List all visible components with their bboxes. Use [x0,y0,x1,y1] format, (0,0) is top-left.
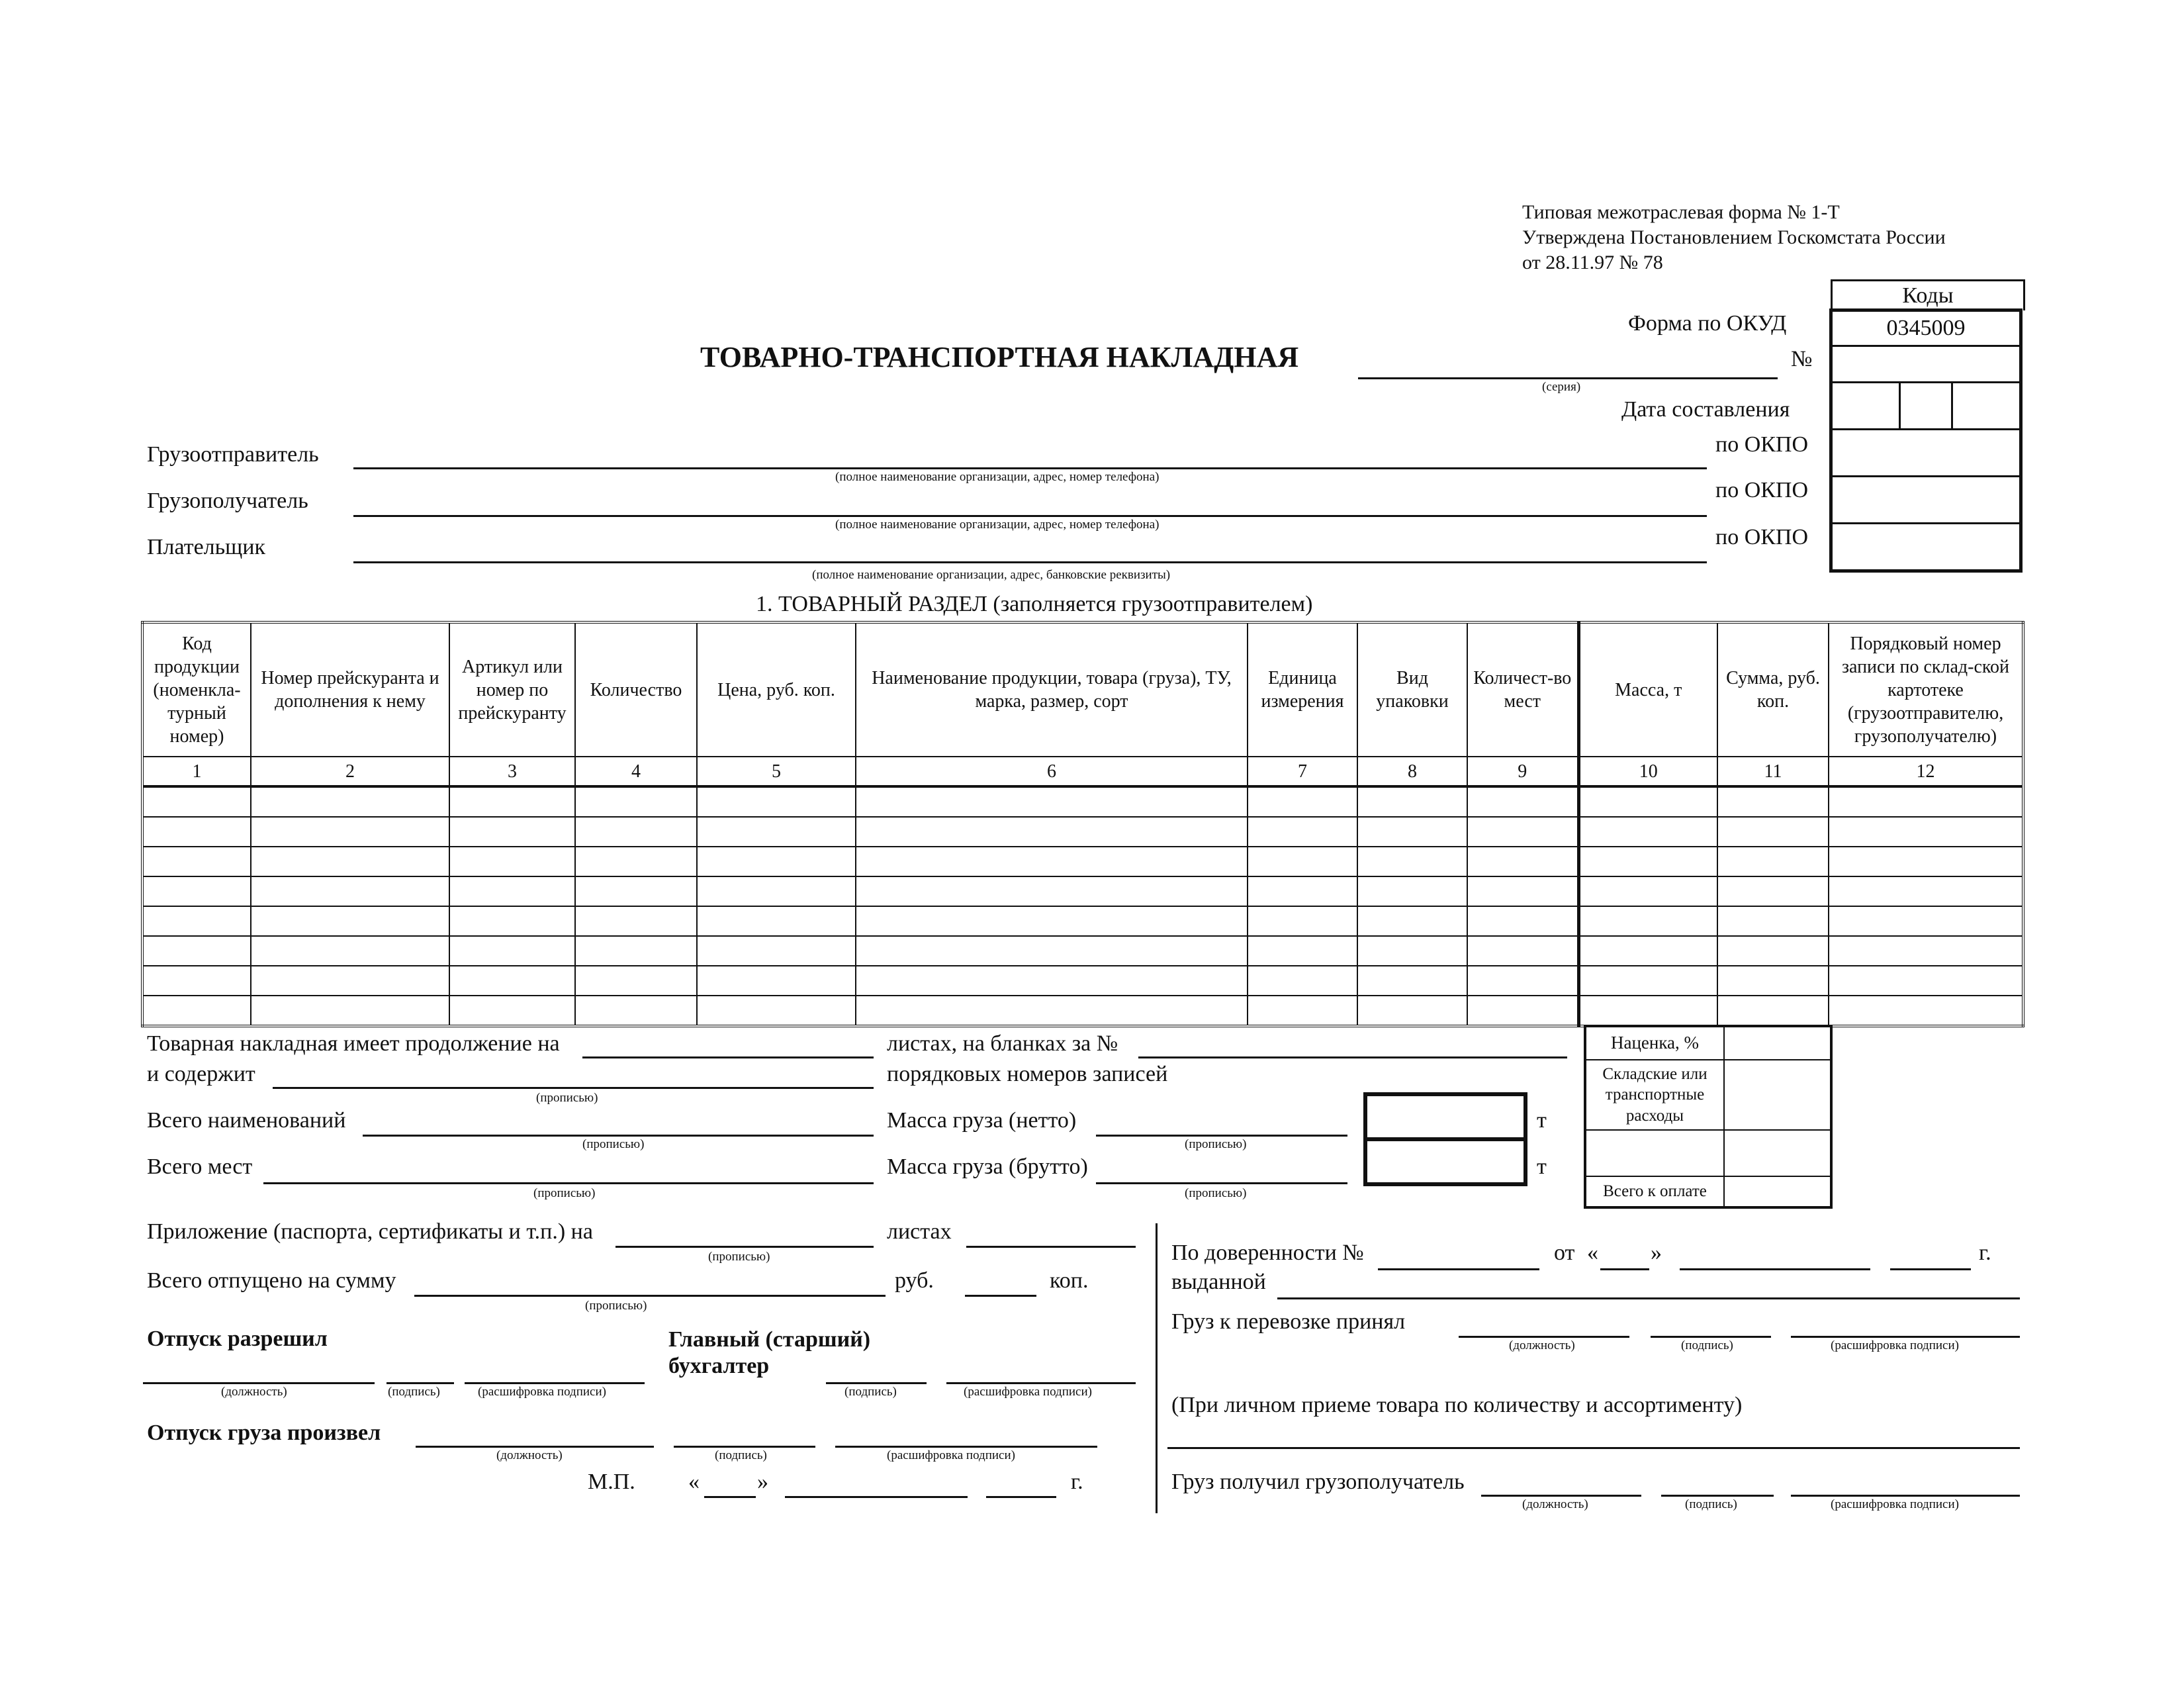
table-cell[interactable] [856,847,1248,876]
shipper-label: Грузоотправитель [147,442,319,467]
col-header-2: Номер прейскуранта и дополнения к нему [251,622,449,757]
table-cell[interactable] [1467,786,1578,817]
payer-label: Плательщик [147,535,266,559]
table-cell[interactable] [575,906,697,936]
decode-caption: (расшифровка подписи) [1831,1338,1959,1352]
table-cell[interactable] [449,817,575,847]
table-cell[interactable] [1357,936,1467,966]
proxy-from-label: от [1554,1241,1575,1265]
table-row [142,786,2023,817]
shipper-line[interactable] [353,467,1707,469]
accepted-label: Груз к перевозке принял [1171,1309,1406,1334]
table-cell[interactable] [449,876,575,906]
col-number: 1 [142,757,251,786]
col-number: 10 [1578,757,1717,786]
number-label: № [1791,347,1813,371]
allowed-signature-line[interactable] [387,1382,454,1384]
contains-label: и содержит [147,1062,255,1086]
series-line[interactable] [1358,377,1778,379]
table-cell[interactable] [1829,996,2023,1026]
table-cell[interactable] [1357,966,1467,996]
table-cell[interactable] [251,996,449,1026]
table-cell[interactable] [1829,817,2023,847]
col-number: 8 [1357,757,1467,786]
appendix-sheets-line[interactable] [966,1246,1136,1248]
table-cell[interactable] [1467,996,1578,1026]
col-header-5: Цена, руб. коп. [697,622,856,757]
table-cell[interactable] [856,786,1248,817]
consignee-label: Грузополучатель [147,489,308,513]
gross-line[interactable] [1096,1182,1347,1184]
table-row [142,847,2023,876]
codes-table [1829,308,2023,573]
table-cell[interactable] [1578,847,1717,876]
table-cell[interactable] [1357,786,1467,817]
month-line[interactable] [785,1496,968,1498]
table-cell[interactable] [575,817,697,847]
table-cell[interactable] [449,936,575,966]
proxy-month-line[interactable] [1680,1268,1870,1270]
table-cell[interactable] [1717,936,1829,966]
form-date: от 28.11.97 № 78 [1522,252,1663,273]
kop-label: коп. [1050,1268,1089,1293]
in-words-caption: (прописью) [536,1091,598,1105]
continuation-label: Товарная накладная имеет продолжение на [147,1031,560,1056]
col-header-4: Количество [575,622,697,757]
table-cell[interactable] [1578,936,1717,966]
table-cell[interactable] [1578,996,1717,1026]
produced-signature-line[interactable] [674,1446,815,1448]
shipper-caption: (полное наименование организации, адрес, номер телефона) [835,470,1160,484]
table-cell[interactable] [251,936,449,966]
chief-line1: Главный (старший) [668,1327,871,1352]
consignee-caption: (полное наименование организации, адрес, номер телефона) [835,518,1160,532]
table-cell[interactable] [142,966,251,996]
table-cell[interactable] [1248,906,1357,936]
table-cell[interactable] [142,786,251,817]
issued-label: выданной [1171,1270,1266,1294]
accepted-position-line[interactable] [1459,1336,1629,1338]
produced-decode-line[interactable] [835,1446,1097,1448]
col-header-6: Наименование продукции, товара (груза), ТУ, марка, размер, сорт [856,622,1248,757]
codes-label: Коды [1831,279,2025,310]
table-cell[interactable] [1248,876,1357,906]
total-names-label: Всего наименований [147,1108,346,1133]
table-cell[interactable] [1717,847,1829,876]
received-signature-line[interactable] [1661,1495,1774,1497]
okpo-shipper[interactable] [1831,430,2021,477]
gross-box[interactable] [1363,1137,1527,1186]
proxy-quote-open: « [1587,1241,1598,1265]
col-number: 5 [697,757,856,786]
decode-caption: (расшифровка подписи) [478,1385,606,1399]
table-cell[interactable] [251,786,449,817]
table-cell[interactable] [856,936,1248,966]
records-label: порядковых номеров записей [887,1062,1168,1086]
position-caption: (должность) [221,1385,287,1399]
col-number: 3 [449,757,575,786]
table-cell[interactable] [1357,906,1467,936]
table-cell[interactable] [1357,817,1467,847]
total-places-label: Всего мест [147,1154,253,1179]
table-row [142,936,2023,966]
position-caption: (должность) [1509,1338,1575,1352]
mp-label: М.П. [588,1470,635,1494]
table-cell[interactable] [1717,817,1829,847]
date-day[interactable] [1831,383,1900,430]
signature-caption: (подпись) [388,1385,440,1399]
day-line[interactable] [704,1496,756,1498]
okpo-payer[interactable] [1831,524,2021,571]
series-caption: (серия) [1542,380,1581,394]
markup-label: Наценка, % [1585,1026,1724,1060]
produced-position-line[interactable] [416,1446,654,1448]
quote-open: « [688,1470,700,1494]
table-cell[interactable] [142,996,251,1026]
table-cell[interactable] [1467,936,1578,966]
table-cell[interactable] [449,966,575,996]
col-header-10: Масса, т [1578,622,1717,757]
table-cell[interactable] [1467,847,1578,876]
chief-decode-line[interactable] [946,1382,1136,1384]
table-cell[interactable] [449,786,575,817]
rub-label: руб. [895,1268,934,1293]
proxy-day-line[interactable] [1600,1268,1649,1270]
proxy-year-line[interactable] [1890,1268,1971,1270]
col-number: 2 [251,757,449,786]
decode-caption: (расшифровка подписи) [887,1448,1015,1462]
appendix-label: Приложение (паспорта, сертификаты и т.п.) на [147,1219,593,1244]
issued-line[interactable] [1277,1297,2020,1299]
contains-line[interactable] [273,1087,874,1089]
table-cell[interactable] [575,966,697,996]
table-cell[interactable] [856,906,1248,936]
signature-caption: (подпись) [715,1448,767,1462]
received-position-line[interactable] [1481,1495,1641,1497]
table-cell[interactable] [251,876,449,906]
col-number: 6 [856,757,1248,786]
signature-caption: (подпись) [1681,1338,1733,1352]
released-sum-label: Всего отпущено на сумму [147,1268,396,1293]
table-cell[interactable] [142,876,251,906]
table-cell[interactable] [449,847,575,876]
goods-table [141,621,2025,1027]
table-cell[interactable] [1467,817,1578,847]
received-decode-line[interactable] [1791,1495,2020,1497]
table-cell[interactable] [1717,906,1829,936]
table-cell[interactable] [1248,847,1357,876]
date-month[interactable] [1900,383,1952,430]
table-cell[interactable] [251,906,449,936]
in-words-caption: (прописью) [1185,1137,1247,1151]
consignee-line[interactable] [353,515,1707,517]
table-cell[interactable] [1578,817,1717,847]
table-cell[interactable] [1578,786,1717,817]
net-unit: т [1537,1108,1547,1133]
year-line[interactable] [986,1496,1056,1498]
col-header-12: Порядковый номер записи по склад-ской картотеке (грузоотправителю, грузополучателю) [1829,622,2023,757]
markup-value[interactable] [1724,1026,1831,1060]
table-cell[interactable] [697,817,856,847]
table-cell[interactable] [697,906,856,936]
payer-caption: (полное наименование организации, адрес, банковские реквизиты) [812,568,1171,582]
col-header-3: Артикул или номер по прейскуранту [449,622,575,757]
warehouse-label: Складские или транспортные расходы [1585,1060,1724,1130]
appendix-sheets-label: листах [887,1219,952,1244]
table-cell[interactable] [1829,876,2023,906]
allowed-label: Отпуск разрешил [147,1327,328,1351]
in-words-caption: (прописью) [1185,1186,1247,1200]
table-cell[interactable] [251,817,449,847]
payer-line[interactable] [353,561,1707,563]
decode-caption: (расшифровка подписи) [1831,1497,1959,1511]
col-header-11: Сумма, руб. коп. [1717,622,1829,757]
kop-line[interactable] [965,1295,1036,1297]
table-cell[interactable] [1467,906,1578,936]
net-label: Масса груза (нетто) [887,1108,1077,1133]
date-year[interactable] [1952,383,2021,430]
blanks-line[interactable] [1138,1056,1567,1058]
table-cell[interactable] [1829,786,2023,817]
number-field[interactable] [1831,346,2021,383]
col-number: 11 [1717,757,1829,786]
total-label: Всего к оплате [1585,1176,1724,1207]
table-cell[interactable] [697,936,856,966]
table-cell[interactable] [575,876,697,906]
col-header-9: Количест-во мест [1467,622,1578,757]
table-cell[interactable] [449,996,575,1026]
col-header-1: Код продукции (номенкла-турный номер) [142,622,251,757]
table-cell[interactable] [856,876,1248,906]
table-cell[interactable] [1829,906,2023,936]
table-cell[interactable] [697,847,856,876]
table-cell[interactable] [1248,786,1357,817]
total-places-line[interactable] [263,1182,874,1184]
col-number: 9 [1467,757,1578,786]
table-cell[interactable] [1717,966,1829,996]
okpo-label-1: по ОКПО [1715,432,1809,457]
received-label: Груз получил грузополучатель [1171,1470,1465,1494]
table-cell[interactable] [697,996,856,1026]
table-cell[interactable] [697,786,856,817]
table-cell[interactable] [251,966,449,996]
in-words-caption: (прописью) [708,1250,770,1264]
table-cell[interactable] [1829,936,2023,966]
table-cell[interactable] [697,966,856,996]
net-box[interactable] [1363,1092,1527,1141]
table-row [142,906,2023,936]
col-number: 7 [1248,757,1357,786]
chief-signature-line[interactable] [826,1382,927,1384]
table-cell[interactable] [1578,876,1717,906]
table-cell[interactable] [1467,876,1578,906]
in-words-caption: (прописью) [582,1137,645,1151]
proxy-number-line[interactable] [1378,1268,1539,1270]
table-cell[interactable] [1717,876,1829,906]
in-words-caption: (прописью) [533,1186,596,1200]
table-cell[interactable] [575,996,697,1026]
table-cell[interactable] [1467,966,1578,996]
table-cell[interactable] [1578,966,1717,996]
table-cell[interactable] [449,906,575,936]
proxy-quote-close: » [1651,1241,1662,1265]
table-cell[interactable] [1248,936,1357,966]
accepted-signature-line[interactable] [1651,1336,1771,1338]
table-cell[interactable] [1248,817,1357,847]
col-header-7: Единица измерения [1248,622,1357,757]
signature-caption: (подпись) [1685,1497,1737,1511]
decode-caption: (расшифровка подписи) [964,1385,1092,1399]
table-cell[interactable] [575,786,697,817]
table-cell[interactable] [1357,847,1467,876]
table-cell[interactable] [575,936,697,966]
proxy-label: По доверенности № [1171,1241,1364,1265]
form-type: Типовая межотраслевая форма № 1-Т [1522,201,1840,223]
gross-unit: т [1537,1154,1547,1179]
col-number: 4 [575,757,697,786]
table-row [142,996,2023,1026]
net-line[interactable] [1096,1135,1347,1137]
table-cell[interactable] [1829,966,2023,996]
okud-label: Форма по ОКУД [1628,311,1787,336]
in-words-caption: (прописью) [585,1299,647,1313]
col-number: 12 [1829,757,2023,786]
table-cell[interactable] [856,966,1248,996]
produced-label: Отпуск груза произвел [147,1421,381,1445]
table-cell[interactable] [142,817,251,847]
table-cell[interactable] [142,936,251,966]
summary-empty[interactable] [1585,1130,1724,1176]
table-cell[interactable] [251,847,449,876]
continuation-sheets-line[interactable] [582,1056,874,1058]
table-row [142,817,2023,847]
position-caption: (должность) [496,1448,563,1462]
col-header-8: Вид упаковки [1357,622,1467,757]
table-cell[interactable] [697,876,856,906]
allowed-decode-line[interactable] [465,1382,645,1384]
summary-table [1584,1025,1833,1209]
form-info [1522,200,1946,275]
personal-receipt-label: (При личном приеме товара по количеству и ассортименту) [1171,1393,1743,1417]
table-cell[interactable] [1357,996,1467,1026]
proxy-year-label: г. [1979,1241,1991,1265]
table-cell[interactable] [1717,786,1829,817]
released-sum-line[interactable] [414,1295,886,1297]
warehouse-value[interactable] [1724,1060,1831,1130]
date-label: Дата составления [1621,397,1790,422]
table-cell[interactable] [142,847,251,876]
personal-receipt-line[interactable] [1167,1447,2020,1449]
accepted-decode-line[interactable] [1791,1336,2020,1338]
summary-empty-value[interactable] [1724,1130,1831,1176]
table-cell[interactable] [1248,996,1357,1026]
okpo-consignee[interactable] [1831,477,2021,524]
total-names-line[interactable] [363,1135,874,1137]
right-block-divider [1156,1223,1158,1513]
table-cell[interactable] [1717,996,1829,1026]
table-cell[interactable] [1829,847,2023,876]
document-title: ТОВАРНО-ТРАНСПОРТНАЯ НАКЛАДНАЯ [700,341,1299,373]
table-cell[interactable] [1578,906,1717,936]
table-cell[interactable] [575,847,697,876]
gross-label: Масса груза (брутто) [887,1154,1088,1179]
table-cell[interactable] [1248,966,1357,996]
chief-line2: бухгалтер [668,1354,770,1378]
quote-close: » [757,1470,768,1494]
position-caption: (должность) [1522,1497,1588,1511]
table-cell[interactable] [856,996,1248,1026]
chief-accountant-label [668,1327,870,1380]
table-row [142,966,2023,996]
year-label: г. [1071,1470,1083,1494]
blanks-label: листах, на бланках за № [887,1031,1118,1056]
total-value[interactable] [1724,1176,1831,1207]
table-cell[interactable] [1357,876,1467,906]
okpo-label-2: по ОКПО [1715,478,1809,502]
form-approval: Утверждена Постановлением Госкомстата России [1522,226,1946,248]
appendix-line[interactable] [615,1246,874,1248]
okpo-label-3: по ОКПО [1715,525,1809,549]
table-row [142,876,2023,906]
signature-caption: (подпись) [844,1385,897,1399]
allowed-position-line[interactable] [143,1382,375,1384]
okud-value: 0345009 [1831,310,2021,346]
table-cell[interactable] [142,906,251,936]
table-cell[interactable] [856,817,1248,847]
section-title: 1. ТОВАРНЫЙ РАЗДЕЛ (заполняется грузоотправителем) [756,592,1313,616]
